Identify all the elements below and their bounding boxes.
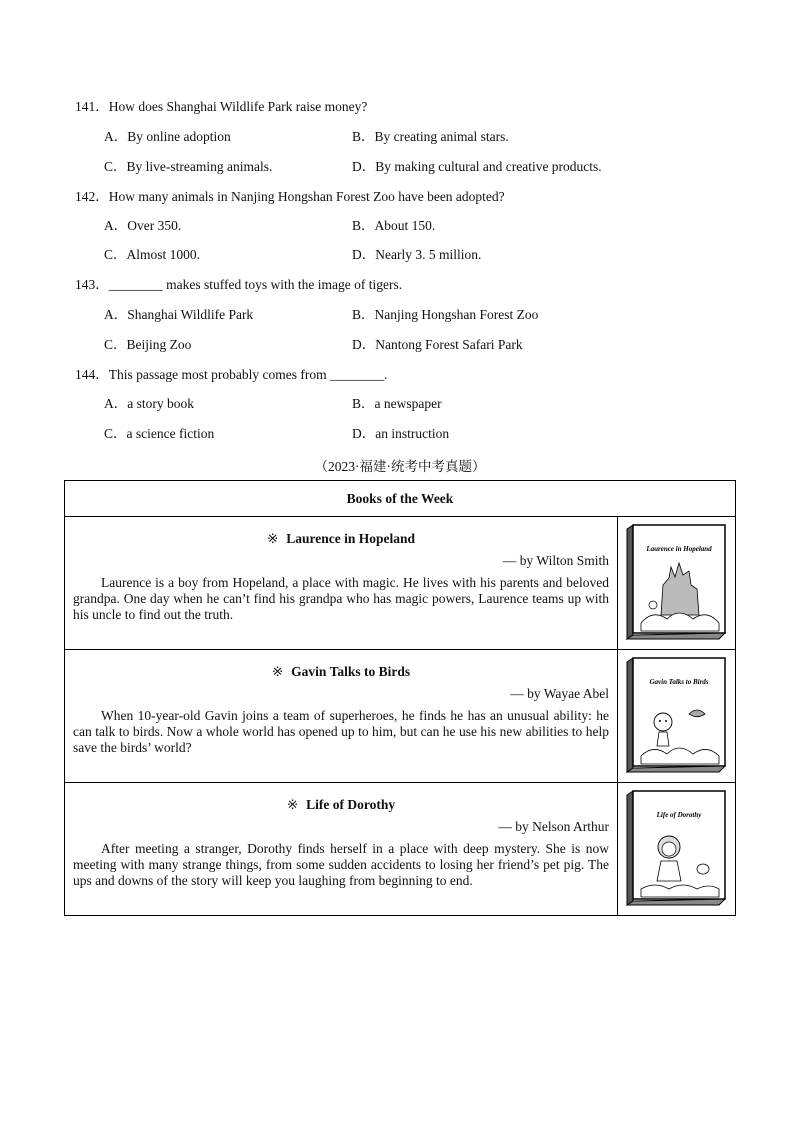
book-info: [65, 783, 618, 916]
option-text: Nearly 3. 5 million.: [375, 247, 482, 262]
book-title: Life of Dorothy: [306, 797, 396, 812]
book-author: — by Nelson Arthur: [498, 819, 609, 834]
option-text: Over 350.: [127, 218, 182, 233]
option-text: a story book: [127, 396, 194, 411]
option-text: a newspaper: [374, 396, 442, 411]
option-142-c: [104, 246, 200, 264]
option-text: By creating animal stars.: [374, 129, 509, 144]
book-description: After meeting a stranger, Dorothy finds herself in a place with deep mystery. She is now meeting with many strange things, from some sudden accidents to losing her friend’s pet pig. The ups and downs of the story will keep you laughing from beginning to end.: [73, 841, 609, 888]
option-text: Almost 1000.: [126, 247, 201, 262]
table-row: [65, 783, 736, 916]
book-cover-image: [623, 656, 729, 776]
option-143-c: [104, 336, 191, 354]
reference-mark: ※: [286, 797, 299, 812]
books-table: [64, 480, 736, 916]
option-letter: A．: [104, 307, 128, 322]
option-text: an instruction: [375, 426, 450, 441]
question-141: [75, 98, 367, 116]
option-letter: B．: [352, 218, 375, 233]
cover-title: Laurence in Hopeland: [646, 545, 713, 553]
option-text: By live-streaming animals.: [126, 159, 273, 174]
option-text: By making cultural and creative products.: [375, 159, 602, 174]
option-letter: D．: [352, 337, 376, 352]
book-cover-image: [623, 523, 729, 643]
option-letter: A．: [104, 129, 128, 144]
reference-mark: ※: [271, 664, 284, 679]
question-number: 141．: [75, 99, 109, 114]
option-letter: D．: [352, 159, 376, 174]
option-144-d: [352, 425, 449, 443]
option-letter: A．: [104, 396, 128, 411]
option-text: Nanjing Hongshan Forest Zoo: [374, 307, 539, 322]
book-info: [65, 650, 618, 783]
option-141-d: [352, 158, 602, 176]
book-author: — by Wilton Smith: [502, 553, 609, 568]
option-144-b: [352, 395, 442, 413]
table-header: Books of the Week: [65, 481, 736, 517]
option-letter: D．: [352, 426, 376, 441]
cover-title: Gavin Talks to Birds: [649, 678, 710, 686]
option-text: Beijing Zoo: [126, 337, 192, 352]
option-141-b: [352, 128, 509, 146]
question-143: [75, 276, 402, 294]
option-144-c: [104, 425, 214, 443]
question-text: How does Shanghai Wildlife Park raise money?: [108, 99, 368, 114]
option-letter: C．: [104, 159, 127, 174]
book-title-row: [73, 797, 609, 813]
question-number: 144．: [75, 367, 109, 382]
question-text: ________ makes stuffed toys with the image of tigers.: [108, 277, 403, 292]
book-title: Gavin Talks to Birds: [291, 664, 411, 679]
reference-mark: ※: [266, 531, 279, 546]
question-text: This passage most probably comes from ________.: [108, 367, 388, 382]
option-142-d: [352, 246, 481, 264]
option-text: Shanghai Wildlife Park: [127, 307, 254, 322]
question-text: How many animals in Nanjing Hongshan Forest Zoo have been adopted?: [108, 189, 505, 204]
option-letter: C．: [104, 337, 127, 352]
option-143-d: [352, 336, 523, 354]
book-cover-cell: [617, 517, 735, 650]
book-cover-cell: [617, 783, 735, 916]
option-letter: A．: [104, 218, 128, 233]
option-letter: B．: [352, 396, 375, 411]
book-cover-image: [623, 789, 729, 909]
book-title-row: [73, 531, 609, 547]
option-text: About 150.: [374, 218, 436, 233]
question-number: 142．: [75, 189, 109, 204]
source-note: （2023·福建·统考中考真题）: [314, 459, 486, 474]
option-text: a science fiction: [126, 426, 215, 441]
option-141-a: [104, 128, 231, 146]
table-row: [65, 650, 736, 783]
cover-title: Life of Dorothy: [657, 811, 702, 819]
option-text: By online adoption: [127, 129, 231, 144]
table-row: [65, 517, 736, 650]
question-number: 143．: [75, 277, 109, 292]
option-letter: C．: [104, 247, 127, 262]
option-143-b: [352, 306, 538, 324]
book-author: — by Wayae Abel: [510, 686, 609, 701]
option-letter: D．: [352, 247, 376, 262]
book-title-row: [73, 664, 609, 680]
book-title: Laurence in Hopeland: [286, 531, 416, 546]
option-text: Nantong Forest Safari Park: [375, 337, 523, 352]
question-142: [75, 188, 505, 206]
option-letter: C．: [104, 426, 127, 441]
option-142-b: [352, 217, 435, 235]
book-description: When 10-year-old Gavin joins a team of superheroes, he finds he has an unusual ability: he can talk to birds. Now a whole world has opened up to him, but can he use his new abilities to help save the birds’ world?: [73, 708, 609, 755]
book-info: [65, 517, 618, 650]
question-144: [75, 366, 387, 384]
option-143-a: [104, 306, 253, 324]
option-142-a: [104, 217, 181, 235]
option-141-c: [104, 158, 272, 176]
option-144-a: [104, 395, 194, 413]
book-description: Laurence is a boy from Hopeland, a place with magic. He lives with his parents and beloved grandpa. One day when he can’t find his grandpa who has magic powers, Laurence teams up with his uncle to find out the truth.: [73, 575, 609, 622]
book-cover-cell: [617, 650, 735, 783]
option-letter: B．: [352, 129, 375, 144]
option-letter: B．: [352, 307, 375, 322]
